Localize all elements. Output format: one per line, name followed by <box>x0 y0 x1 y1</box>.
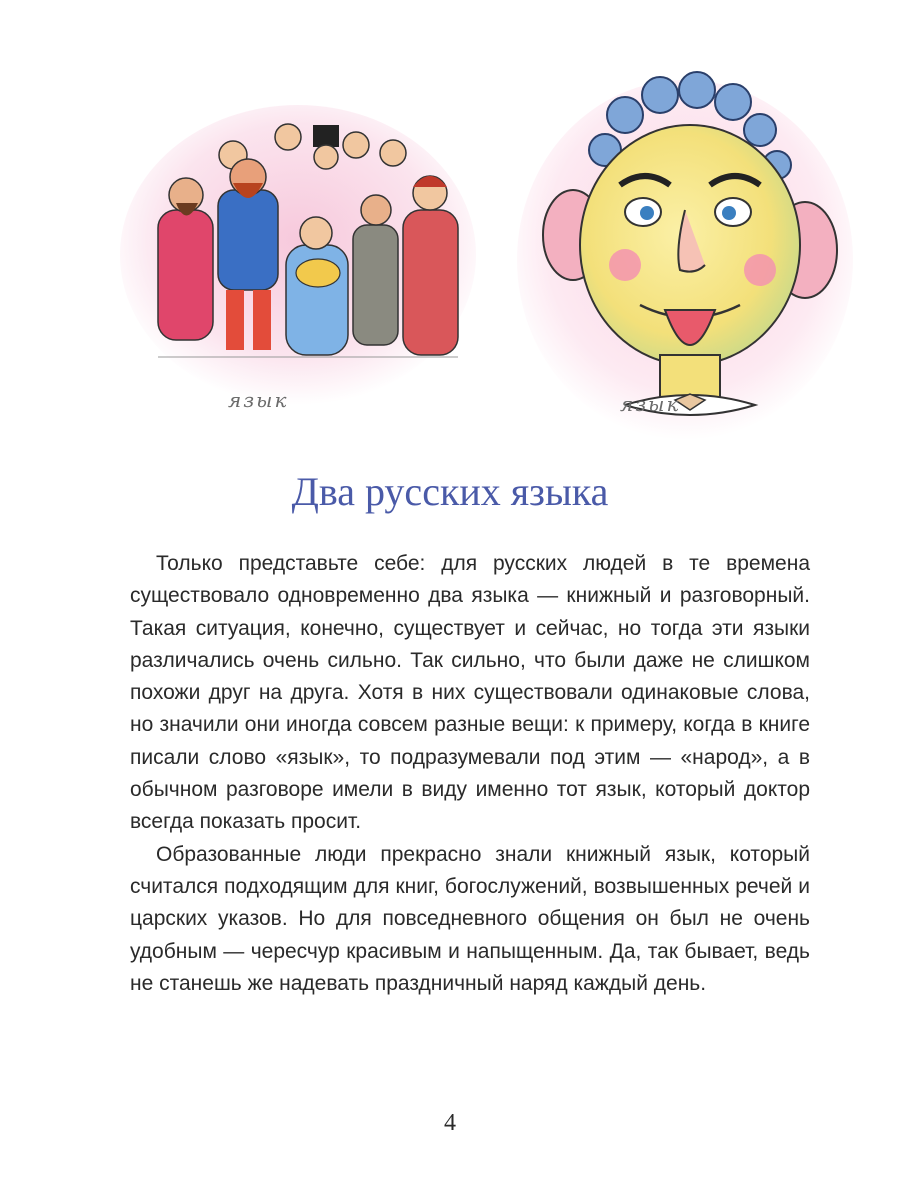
body-text <box>130 548 810 1000</box>
crowd-illustration <box>118 95 478 440</box>
paragraph-1: Только представьте себе: для русских людей в те времена существовало одновременно два языка — книжный и разговорный. Такая ситуация, конечно, существует и сейчас, но тогда эти языки различались очень сильно. Так сильно, что были даже не слишком похожи друг на друга. Хотя в них существовали одинаковые слова, но значили они иногда совсем разные вещи: к примеру, когда в книге писали слово «язык», то подразумевали под этим — «народ», а в обычном разговоре имели в виду именно тот язык, который доктор всегда показать просит. <box>130 552 810 834</box>
paragraph-2: Образованные люди прекрасно знали книжный язык, который считался подходящим для книг, богослужений, возвышенных речей и царских указов. Но для повседневного общения он был не очень удобным — чересчур красивым и напыщенным. Да, так бывает, ведь не станешь же надевать праздничный наряд каждый день. <box>130 842 810 995</box>
illustrations <box>0 0 900 450</box>
page-number: 4 <box>444 1110 456 1136</box>
left-illustration-caption: язык <box>228 388 289 412</box>
face-illustration <box>515 60 855 445</box>
page-title: Два русских языка <box>291 469 609 514</box>
right-illustration-caption: язык <box>620 392 681 416</box>
